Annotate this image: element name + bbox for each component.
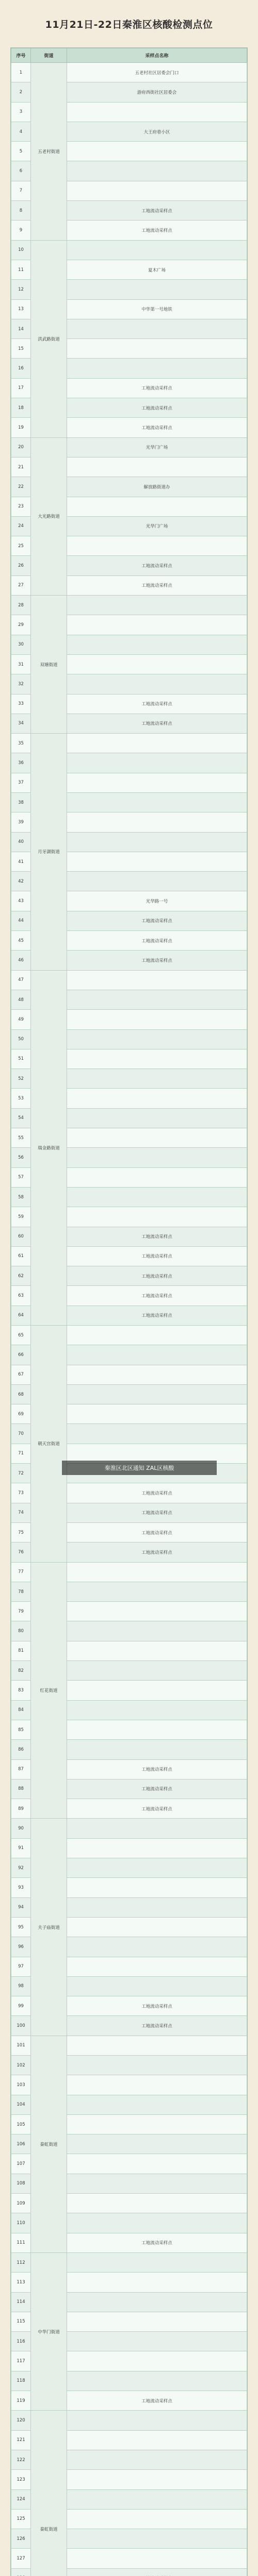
site-name	[67, 1365, 247, 1384]
site-name	[67, 1384, 247, 1404]
site-name	[67, 1937, 247, 1957]
site-name: 工地流动采样点	[67, 1286, 247, 1306]
row-number: 44	[11, 911, 31, 930]
site-name	[67, 1326, 247, 1345]
row-number: 37	[11, 773, 31, 792]
row-number: 1	[11, 63, 31, 82]
site-name	[67, 1957, 247, 1976]
row-number: 96	[11, 1937, 31, 1957]
row-number: 23	[11, 497, 31, 516]
site-name	[67, 2450, 247, 2469]
header-num: 序号	[11, 48, 31, 63]
site-name	[67, 635, 247, 654]
row-number: 100	[11, 2016, 31, 2036]
site-name: 工地流动采样点	[67, 694, 247, 714]
row-number: 76	[11, 1543, 31, 1562]
site-name	[67, 2154, 247, 2174]
site-name: 工地流动采样点	[67, 1483, 247, 1503]
site-name	[67, 280, 247, 299]
street-name: 洪武路街道	[31, 240, 67, 437]
site-name	[67, 773, 247, 792]
site-name	[67, 1069, 247, 1089]
site-name	[67, 2252, 247, 2272]
site-name	[67, 181, 247, 200]
sites-table-wrapper	[10, 47, 248, 2576]
site-name	[67, 1661, 247, 1681]
row-number: 45	[11, 931, 31, 951]
site-name	[67, 339, 247, 359]
site-name	[67, 2095, 247, 2114]
site-name	[67, 1167, 247, 1187]
row-number: 31	[11, 654, 31, 674]
row-number: 20	[11, 437, 31, 457]
site-name	[67, 812, 247, 832]
row-number: 36	[11, 753, 31, 773]
row-number: 30	[11, 635, 31, 654]
site-name	[67, 2213, 247, 2233]
site-name: 工地流动采样点	[67, 1799, 247, 1819]
site-name	[67, 2312, 247, 2331]
site-name	[67, 832, 247, 852]
site-name	[67, 1187, 247, 1207]
row-number: 11	[11, 260, 31, 279]
row-number: 48	[11, 990, 31, 1009]
row-number: 118	[11, 2371, 31, 2391]
table-row	[11, 1819, 247, 1838]
page-title: 11月21日-22日秦淮区核酸检测点位	[45, 19, 213, 30]
site-name	[67, 2568, 247, 2576]
site-name	[67, 536, 247, 556]
row-number: 9	[11, 221, 31, 240]
row-number: 126	[11, 2529, 31, 2549]
row-number: 95	[11, 1917, 31, 1937]
site-name	[67, 1108, 247, 1128]
row-number: 18	[11, 398, 31, 418]
row-number: 12	[11, 280, 31, 299]
site-name	[67, 1089, 247, 1108]
row-number: 86	[11, 1740, 31, 1759]
site-name	[67, 1207, 247, 1227]
row-number: 104	[11, 2095, 31, 2114]
site-name	[67, 2529, 247, 2549]
row-number: 77	[11, 1562, 31, 1582]
row-number: 120	[11, 2411, 31, 2430]
site-name: 工地流动采样点	[67, 1779, 247, 1799]
table-row	[11, 734, 247, 753]
row-number: 39	[11, 812, 31, 832]
site-name	[67, 1740, 247, 1759]
row-number: 63	[11, 1286, 31, 1306]
site-name	[67, 1424, 247, 1444]
site-name	[67, 2489, 247, 2509]
row-number: 49	[11, 1010, 31, 1029]
row-number: 67	[11, 1365, 31, 1384]
row-number: 112	[11, 2252, 31, 2272]
row-number: 22	[11, 477, 31, 497]
site-name	[67, 1720, 247, 1739]
row-number: 57	[11, 1167, 31, 1187]
site-name	[67, 1878, 247, 1897]
site-name: 工地流动采样点	[67, 1543, 247, 1562]
row-number: 7	[11, 181, 31, 200]
row-number: 65	[11, 1326, 31, 1345]
table-row	[11, 437, 247, 457]
row-number: 68	[11, 1384, 31, 1404]
notice-banner: 秦淮区北区通知 ZAL区核酸	[62, 1461, 217, 1475]
table-row	[11, 1562, 247, 1582]
row-number: 46	[11, 951, 31, 970]
table-row	[11, 2036, 247, 2055]
site-name	[67, 2055, 247, 2075]
street-name: 中华门街道	[31, 2252, 67, 2410]
row-number: 83	[11, 1681, 31, 1700]
site-name	[67, 457, 247, 477]
site-name: 工地流动采样点	[67, 201, 247, 221]
site-name: 大王府巷小区	[67, 122, 247, 141]
row-number: 111	[11, 2233, 31, 2252]
site-name	[67, 1404, 247, 1424]
row-number: 38	[11, 792, 31, 812]
row-number: 116	[11, 2332, 31, 2351]
site-name	[67, 674, 247, 694]
site-name: 工地流动采样点	[67, 1503, 247, 1522]
street-name: 夫子庙街道	[31, 1819, 67, 2036]
row-number: 13	[11, 299, 31, 319]
site-name	[67, 2292, 247, 2312]
site-name: 工地流动采样点	[67, 714, 247, 733]
site-name: 中华第一号地铁	[67, 299, 247, 319]
table-row	[11, 2252, 247, 2272]
site-name	[67, 792, 247, 812]
row-number: 74	[11, 1503, 31, 1522]
row-number: 15	[11, 339, 31, 359]
row-number: 115	[11, 2312, 31, 2331]
row-number: 10	[11, 240, 31, 260]
table-row	[11, 2411, 247, 2430]
row-number: 85	[11, 1720, 31, 1739]
row-number: 94	[11, 1897, 31, 1917]
site-name	[67, 1049, 247, 1069]
site-name	[67, 2351, 247, 2371]
row-number: 21	[11, 457, 31, 477]
table-row	[11, 63, 247, 82]
site-name	[67, 1858, 247, 1878]
row-number: 123	[11, 2470, 31, 2489]
site-name	[67, 102, 247, 122]
site-name	[67, 654, 247, 674]
row-number: 17	[11, 378, 31, 398]
row-number: 53	[11, 1089, 31, 1108]
site-name	[67, 2470, 247, 2489]
row-number: 55	[11, 1128, 31, 1148]
row-number: 122	[11, 2450, 31, 2469]
row-number: 97	[11, 1957, 31, 1976]
site-name	[67, 2273, 247, 2292]
site-name	[67, 2549, 247, 2568]
row-number: 54	[11, 1108, 31, 1128]
site-name	[67, 319, 247, 338]
site-name	[67, 1838, 247, 1858]
site-name	[67, 2075, 247, 2095]
row-number: 42	[11, 872, 31, 891]
row-number: 35	[11, 734, 31, 753]
site-name	[67, 1582, 247, 1601]
site-name	[67, 1897, 247, 1917]
row-number: 5	[11, 142, 31, 161]
street-name: 双塘街道	[31, 596, 67, 734]
site-name	[67, 852, 247, 871]
site-name	[67, 359, 247, 378]
site-name: 工地流动采样点	[67, 1227, 247, 1246]
site-name	[67, 990, 247, 1009]
site-name	[67, 753, 247, 773]
site-name	[67, 1917, 247, 1937]
site-name	[67, 1681, 247, 1700]
row-number: 103	[11, 2075, 31, 2095]
site-name	[67, 970, 247, 990]
row-number: 66	[11, 1345, 31, 1365]
site-name	[67, 497, 247, 516]
site-name: 工地流动采样点	[67, 1266, 247, 1286]
site-name: 五老村社区居委会门口	[67, 63, 247, 82]
row-number: 43	[11, 891, 31, 911]
site-name	[67, 161, 247, 181]
row-number: 50	[11, 1029, 31, 1049]
site-name	[67, 2134, 247, 2154]
header-site: 采样点名称	[67, 48, 247, 63]
row-number: 108	[11, 2174, 31, 2193]
site-name	[67, 615, 247, 635]
row-number: 79	[11, 1602, 31, 1621]
street-name: 大光路街道	[31, 437, 67, 595]
site-name	[67, 734, 247, 753]
row-number: 25	[11, 536, 31, 556]
site-name	[67, 2036, 247, 2055]
site-name: 工地流动采样点	[67, 556, 247, 575]
row-number: 78	[11, 1582, 31, 1601]
site-name	[67, 1641, 247, 1660]
row-number: 4	[11, 122, 31, 141]
row-number: 40	[11, 832, 31, 852]
row-number: 58	[11, 1187, 31, 1207]
row-number: 75	[11, 1522, 31, 1542]
site-name: 工地流动采样点	[67, 1759, 247, 1779]
table-row	[11, 970, 247, 990]
site-name: 工地流动采样点	[67, 2233, 247, 2252]
site-name: 夏木广场	[67, 260, 247, 279]
row-number: 62	[11, 1266, 31, 1286]
row-number: 107	[11, 2154, 31, 2174]
site-name: 工地流动采样点	[67, 378, 247, 398]
row-number: 69	[11, 1404, 31, 1424]
row-number: 61	[11, 1246, 31, 1266]
street-name: 红花街道	[31, 1562, 67, 1819]
table-header-row	[11, 48, 247, 63]
table-row	[11, 596, 247, 615]
row-number: 29	[11, 615, 31, 635]
row-number: 28	[11, 596, 31, 615]
site-name	[67, 1621, 247, 1641]
row-number: 14	[11, 319, 31, 338]
site-name	[67, 1562, 247, 1582]
row-number: 60	[11, 1227, 31, 1246]
row-number: 3	[11, 102, 31, 122]
site-name	[67, 142, 247, 161]
row-number: 125	[11, 2509, 31, 2529]
site-name	[67, 1976, 247, 1996]
table-body	[11, 63, 247, 2576]
site-name: 工地流动采样点	[67, 951, 247, 970]
row-number: 110	[11, 2213, 31, 2233]
row-number: 8	[11, 201, 31, 221]
site-name	[67, 2509, 247, 2529]
site-name	[67, 1700, 247, 1720]
row-number: 82	[11, 1661, 31, 1681]
row-number: 98	[11, 1976, 31, 1996]
row-number: 59	[11, 1207, 31, 1227]
site-name: 解放路街道办	[67, 477, 247, 497]
street-name: 五老村街道	[31, 63, 67, 241]
site-name	[67, 2194, 247, 2213]
header-street: 街道	[31, 48, 67, 63]
row-number: 73	[11, 1483, 31, 1503]
sites-table	[11, 48, 247, 2576]
site-name: 工地流动采样点	[67, 575, 247, 595]
site-name: 光华路一号	[67, 891, 247, 911]
site-name: 工地流动采样点	[67, 2016, 247, 2036]
site-name	[67, 872, 247, 891]
table-row	[11, 1326, 247, 1345]
row-number: 93	[11, 1878, 31, 1897]
site-name	[67, 2430, 247, 2450]
site-name	[67, 1148, 247, 1167]
row-number: 51	[11, 1049, 31, 1069]
row-number: 124	[11, 2489, 31, 2509]
row-number: 92	[11, 1858, 31, 1878]
site-name: 工地流动采样点	[67, 398, 247, 418]
row-number: 33	[11, 694, 31, 714]
site-name	[67, 1345, 247, 1365]
site-name: 游府西街社区居委会	[67, 82, 247, 102]
street-name: 瑞金路街道	[31, 970, 67, 1325]
row-number: 71	[11, 1444, 31, 1463]
row-number: 109	[11, 2194, 31, 2213]
row-number: 117	[11, 2351, 31, 2371]
row-number: 113	[11, 2273, 31, 2292]
row-number: 114	[11, 2292, 31, 2312]
street-name: 秦虹街道	[31, 2411, 67, 2576]
row-number: 24	[11, 516, 31, 536]
row-number: 88	[11, 1779, 31, 1799]
row-number: 99	[11, 1996, 31, 2016]
row-number: 27	[11, 575, 31, 595]
site-name: 工地流动采样点	[67, 911, 247, 930]
site-name: 工地流动采样点	[67, 1996, 247, 2016]
row-number: 2	[11, 82, 31, 102]
row-number: 101	[11, 2036, 31, 2055]
row-number: 90	[11, 1819, 31, 1838]
table-row	[11, 240, 247, 260]
row-number: 91	[11, 1838, 31, 1858]
row-number: 105	[11, 2114, 31, 2134]
site-name	[67, 2411, 247, 2430]
row-number: 102	[11, 2055, 31, 2075]
site-name	[67, 1010, 247, 1029]
site-name	[67, 1819, 247, 1838]
site-name	[67, 1128, 247, 1148]
site-name: 工地流动采样点	[67, 221, 247, 240]
row-number: 19	[11, 418, 31, 437]
site-name	[67, 2174, 247, 2193]
site-name: 工地流动采样点	[67, 1246, 247, 1266]
site-name: 工地流动采样点	[67, 2391, 247, 2411]
site-name	[67, 2371, 247, 2391]
site-name: 工地流动采样点	[67, 418, 247, 437]
site-name	[67, 1602, 247, 1621]
row-number: 121	[11, 2430, 31, 2450]
row-number: 64	[11, 1306, 31, 1325]
site-name	[67, 2332, 247, 2351]
site-name	[67, 596, 247, 615]
site-name: 光华门广场	[67, 437, 247, 457]
row-number: 72	[11, 1464, 31, 1483]
site-name: 工地流动采样点	[67, 931, 247, 951]
site-name	[67, 1029, 247, 1049]
row-number: 26	[11, 556, 31, 575]
street-name: 秦虹街道	[31, 2036, 67, 2252]
site-name	[67, 2114, 247, 2134]
row-number: 127	[11, 2549, 31, 2568]
row-number	[11, 2568, 31, 2576]
street-name: 月牙湖街道	[31, 734, 67, 971]
row-number: 89	[11, 1799, 31, 1819]
site-name: 光华门广场	[67, 516, 247, 536]
row-number: 87	[11, 1759, 31, 1779]
street-name: 朝天宫街道	[31, 1326, 67, 1563]
site-name: 工地流动采样点	[67, 1306, 247, 1325]
row-number: 106	[11, 2134, 31, 2154]
row-number: 70	[11, 1424, 31, 1444]
row-number: 80	[11, 1621, 31, 1641]
row-number: 6	[11, 161, 31, 181]
row-number: 81	[11, 1641, 31, 1660]
row-number: 84	[11, 1700, 31, 1720]
row-number: 41	[11, 852, 31, 871]
site-name: 工地流动采样点	[67, 1522, 247, 1542]
row-number: 52	[11, 1069, 31, 1089]
row-number: 56	[11, 1148, 31, 1167]
row-number: 16	[11, 359, 31, 378]
row-number: 32	[11, 674, 31, 694]
row-number: 34	[11, 714, 31, 733]
row-number: 119	[11, 2391, 31, 2411]
site-name	[67, 240, 247, 260]
row-number: 47	[11, 970, 31, 990]
